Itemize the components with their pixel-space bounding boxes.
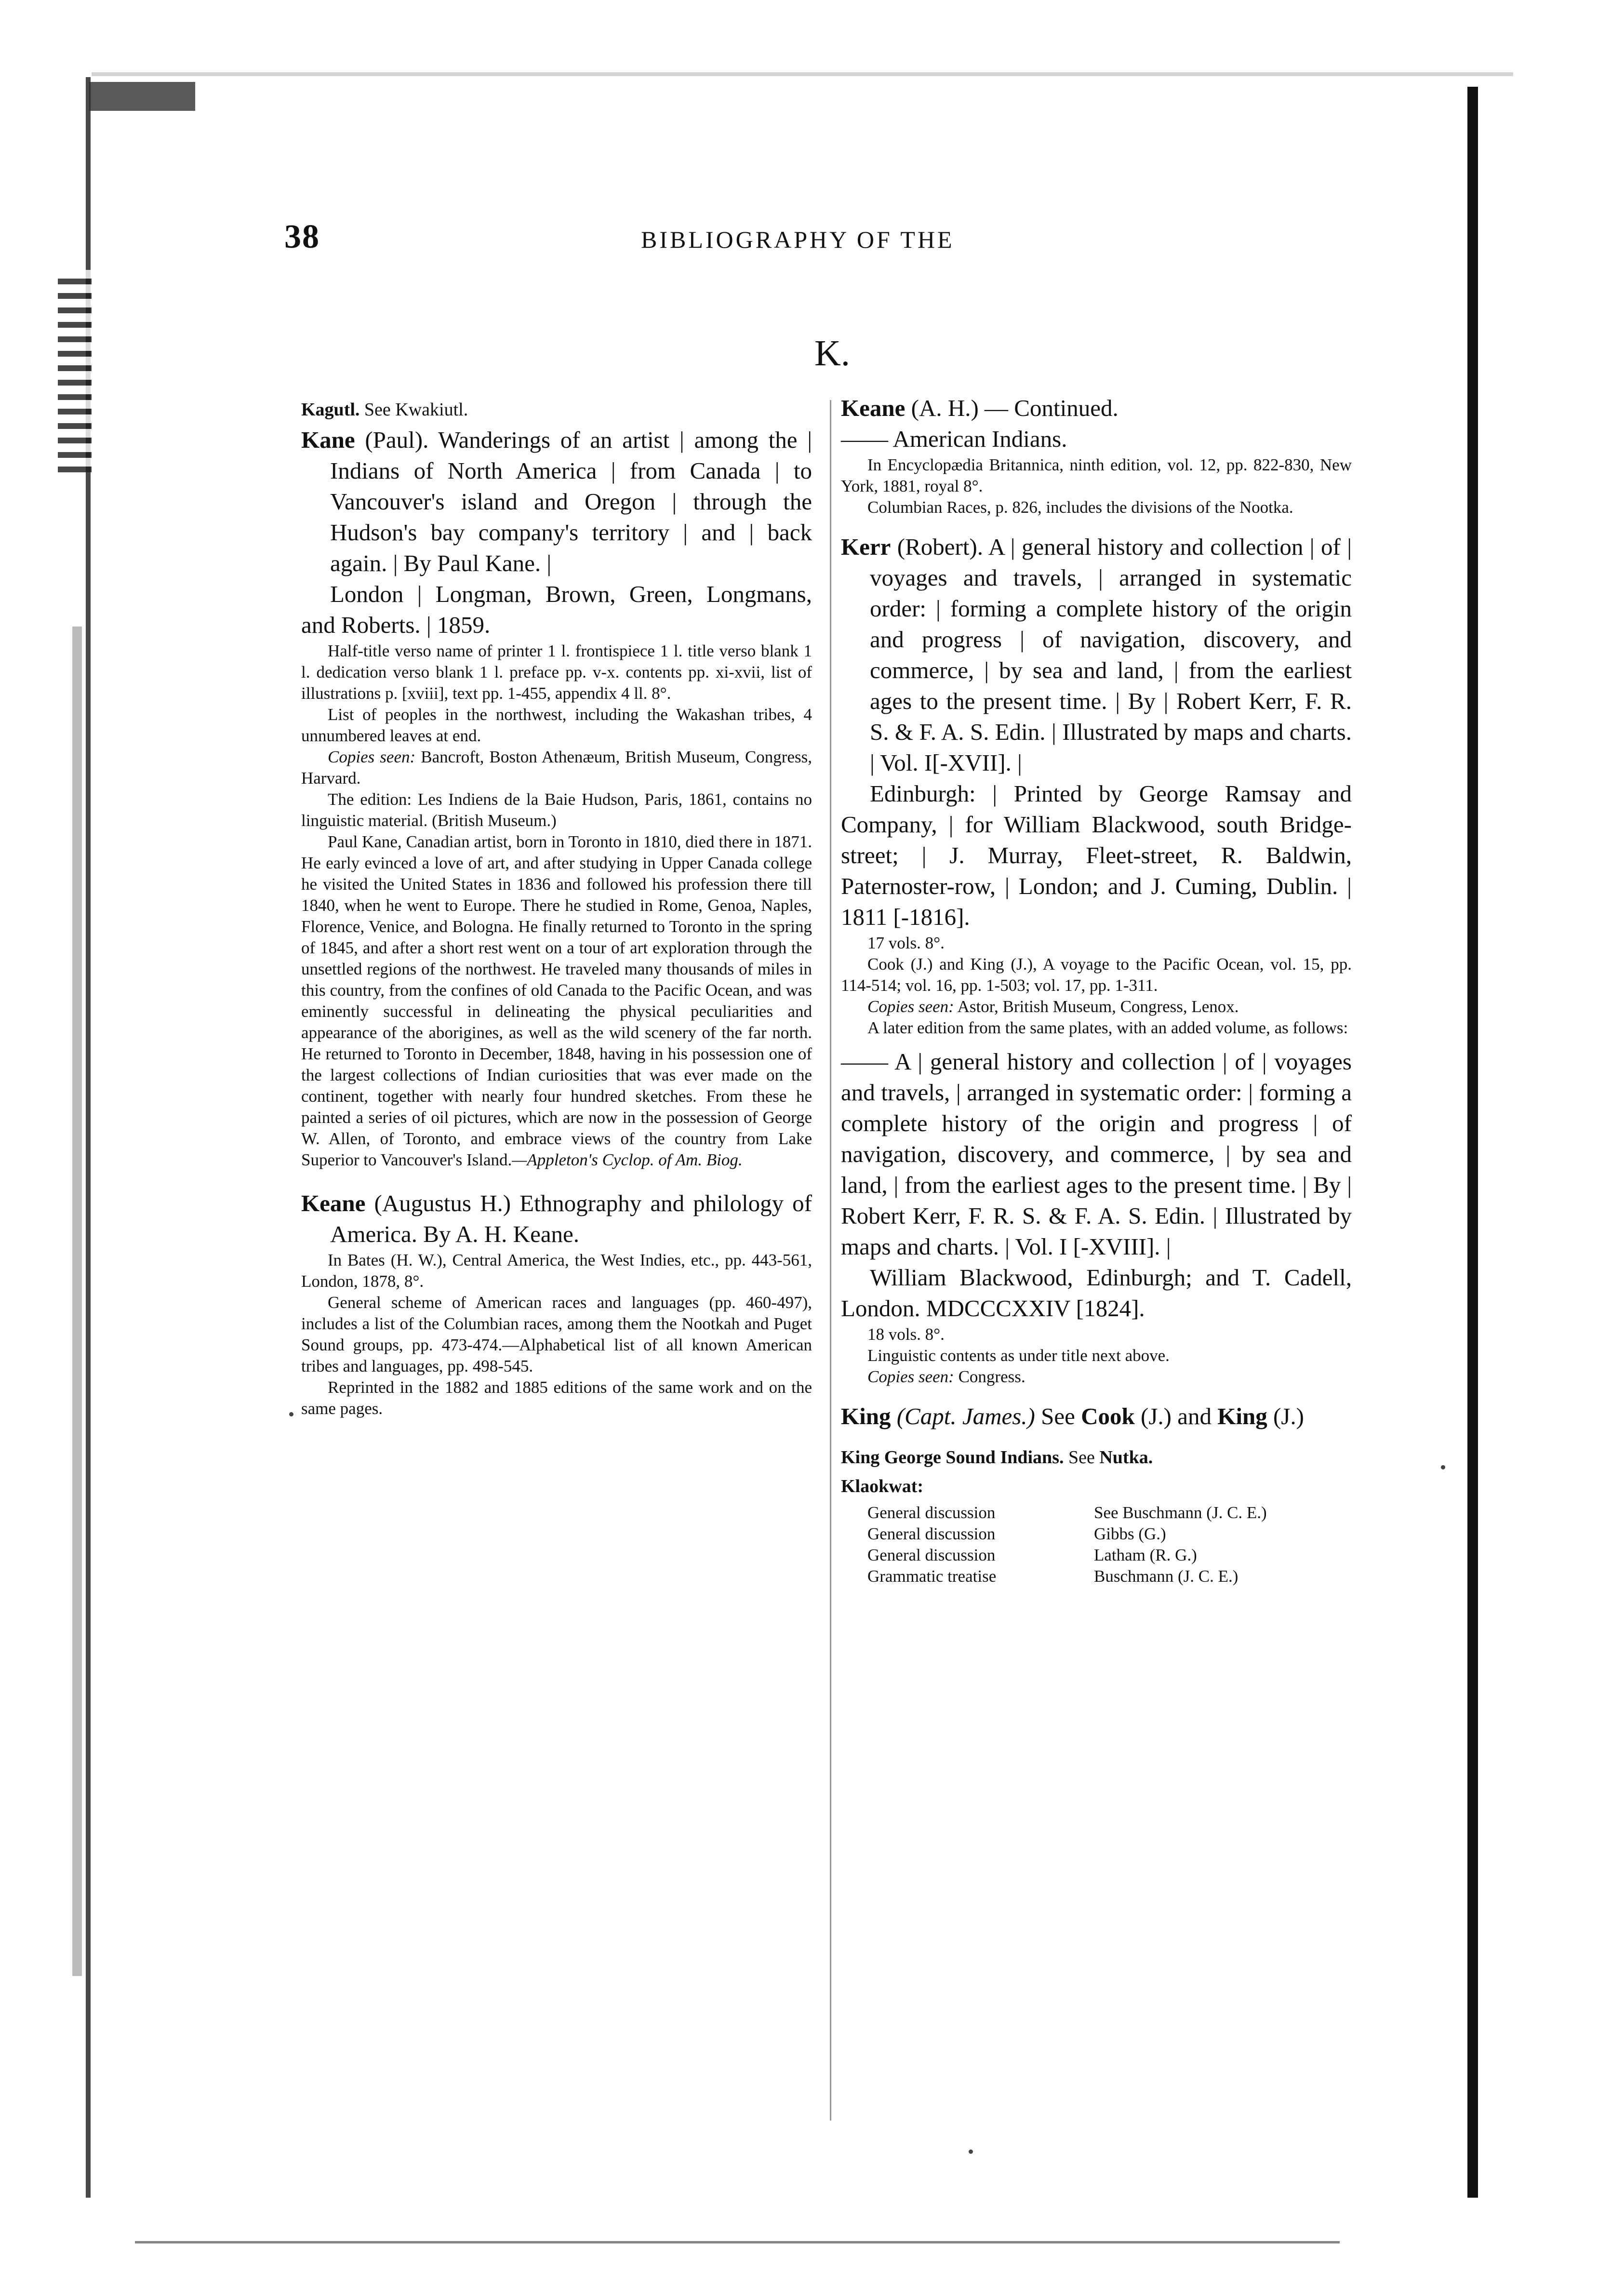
copies-seen-list: Congress. xyxy=(958,1367,1025,1386)
contents-note: List of peoples in the northwest, including the Wakashan tribes, 4 unnumbered leaves at end. xyxy=(301,705,812,745)
entry-heading xyxy=(301,1188,812,1250)
scan-left-strip xyxy=(58,270,92,472)
cross-reference-initials: (J.) xyxy=(1273,1403,1304,1429)
headword: Keane xyxy=(841,395,906,421)
second-edition-imprint: William Blackwood, Edinburgh; and T. Cadell, London. MDCCCXXIV [1824]. xyxy=(841,1264,1352,1322)
headword: Klaokwat: xyxy=(841,1476,923,1496)
table-cell-topic: Grammatic treatise xyxy=(867,1567,997,1586)
edition-note: The edition: Les Indiens de la Baie Hudson, Paris, 1861, contains no linguistic material. (British Museum.) xyxy=(301,790,812,830)
copies-seen-label: Copies seen: xyxy=(328,748,416,766)
entry-keane-augustus xyxy=(301,1188,812,1419)
biography-note xyxy=(301,831,812,1171)
table-cell-topic: General discussion xyxy=(867,1546,996,1564)
copies-seen-note xyxy=(841,996,1352,1017)
imprint: Edinburgh: | Printed by George Ramsay and Company, | for William Blackwood, south Bridge-street; | J. Murray, Fleet-street, R. Baldwin, Paternoster-row, | London; and J. Cuming, Dublin. | 1811 [-1816]. xyxy=(841,780,1352,930)
table-row xyxy=(867,1502,1352,1523)
scan-speck xyxy=(289,1412,293,1416)
headword: Kagutl. xyxy=(301,400,360,420)
headword: Keane xyxy=(301,1190,366,1216)
cross-reference: King xyxy=(1217,1403,1267,1429)
headword: Kerr xyxy=(841,534,891,560)
scan-bottom-edge xyxy=(135,2241,1340,2243)
scan-speck xyxy=(969,2149,973,2154)
copies-seen-note xyxy=(841,1366,1352,1388)
biography-source: —Appleton's Cyclop. of Am. Biog. xyxy=(512,1150,743,1169)
entry-heading xyxy=(841,1445,1352,1469)
scan-right-edge xyxy=(1467,87,1478,2198)
volumes-note: 17 vols. 8°. xyxy=(867,934,945,952)
running-head: BIBLIOGRAPHY OF THE xyxy=(641,226,955,253)
copies-seen-label: Copies seen: xyxy=(867,997,954,1016)
right-column xyxy=(841,393,1352,1601)
scan-top-edge xyxy=(92,72,1513,76)
left-column xyxy=(301,393,812,1433)
headword: Kane xyxy=(301,427,355,453)
see-label: See xyxy=(1041,1403,1075,1429)
collation-note: Half-title verso name of printer 1 l. frontispiece 1 l. title verso blank 1 l. dedication verso blank 1 l. preface pp. v-x. contents pp. xi-xvii, list of illustrations p. [xviii], text pp. 1-455, appendix 4 ll. 8°. xyxy=(301,641,812,703)
title-text: (Capt. James.) xyxy=(896,1403,1035,1429)
page-number: 38 xyxy=(284,218,320,255)
columbian-races-note: Columbian Races, p. 826, includes the divisions of the Nootka. xyxy=(867,498,1293,517)
title-text: (Robert). A | general history and collection | of | voyages and travels, | arranged in systematic order: | forming a complete history of the origin and progress | of navigation, discovery, and commerce, | by sea and land, | from the earliest ages to the present time. | By | Robert Kerr, F. R. S. & F. A. S. Edin. | Illustrated by maps and charts. | Vol. I[-XVII]. | xyxy=(870,534,1352,776)
klaokwat-table xyxy=(841,1502,1352,1587)
entry-king-capt xyxy=(841,1401,1352,1432)
entry-kerr xyxy=(841,532,1352,1388)
see-reference: See Kwakiutl. xyxy=(364,400,468,420)
second-edition-title: —— A | general history and collection | of | voyages and travels, | arranged in systematic order: | forming a complete history of the origin and progress | of navigation, discovery, and commerce, | by sea and land, | from the earliest ages to the present time. | By | Robert Kerr, F. R. S. & F. A. S. Edin. | Illustrated by maps and charts. | Vol. I [-XVIII]. | xyxy=(841,1048,1352,1260)
scheme-note: General scheme of American races and languages (pp. 460-497), includes a list of the Columbian races, among them the Nootkah and Puget Sound groups, pp. 473-474.—Alphabetical list of all known American tribes and languages, pp. 498-545. xyxy=(301,1293,812,1375)
copies-seen-label: Copies seen: xyxy=(867,1367,954,1386)
subentry-title: —— American Indians. xyxy=(841,426,1067,452)
title-text: (A. H.) — Continued. xyxy=(911,395,1119,421)
copies-seen-list: Bancroft, Boston Athenæum, British Museum, Congress, Harvard. xyxy=(301,748,812,788)
entry-kane xyxy=(301,425,812,1171)
entry-heading xyxy=(301,425,812,579)
entry-klaokwat xyxy=(841,1474,1352,1587)
scan-left-shadow xyxy=(72,627,82,1976)
scan-corner-shadow xyxy=(89,82,195,111)
cross-reference: Nutka. xyxy=(1099,1447,1153,1468)
table-cell-author: Gibbs (G.) xyxy=(1094,1524,1166,1543)
title-text: (Augustus H.) Ethnography and philology of America. By A. H. Keane. xyxy=(330,1190,812,1247)
entry-heading xyxy=(841,532,1352,778)
entry-king-george xyxy=(841,1445,1352,1469)
entry-kagutl xyxy=(301,398,812,422)
copies-seen-note xyxy=(301,747,812,789)
table-cell-author: Buschmann (J. C. E.) xyxy=(1094,1567,1238,1586)
linguistic-note: Linguistic contents as under title next above. xyxy=(867,1346,1170,1365)
table-cell-topic: General discussion xyxy=(867,1524,996,1543)
entry-heading xyxy=(841,393,1352,424)
entry-keane-continued xyxy=(841,393,1352,518)
headword: King George Sound Indians. xyxy=(841,1447,1064,1468)
reprint-note: Reprinted in the 1882 and 1885 editions of the same work and on the same pages. xyxy=(301,1378,812,1418)
table-row xyxy=(867,1566,1352,1587)
imprint: London | Longman, Brown, Green, Longmans, and Roberts. | 1859. xyxy=(301,581,812,638)
entry-heading xyxy=(841,1401,1352,1432)
column-rule xyxy=(830,400,831,2121)
cross-reference-initials: (J.) and xyxy=(1141,1403,1212,1429)
scan-speck xyxy=(1441,1465,1445,1469)
entry-heading xyxy=(301,398,812,422)
table-cell-author: See Buschmann (J. C. E.) xyxy=(1094,1503,1267,1522)
in-bates-note: In Bates (H. W.), Central America, the West Indies, etc., pp. 443-561, London, 1878, 8°. xyxy=(301,1251,812,1291)
table-cell-author: Latham (R. G.) xyxy=(1094,1546,1197,1564)
section-letter: K. xyxy=(814,333,850,374)
cook-king-note: Cook (J.) and King (J.), A voyage to the Pacific Ocean, vol. 15, pp. 114-514; vol. 16, pp. 1-503; vol. 17, pp. 1-311. xyxy=(841,955,1352,995)
copies-seen-list: Astor, British Museum, Congress, Lenox. xyxy=(957,997,1239,1016)
table-row xyxy=(867,1523,1352,1545)
table-row xyxy=(867,1545,1352,1566)
table-cell-topic: General discussion xyxy=(867,1503,996,1522)
see-label: See xyxy=(1068,1447,1095,1468)
second-volumes-note: 18 vols. 8°. xyxy=(867,1325,945,1344)
cross-reference: Cook xyxy=(1081,1403,1135,1429)
later-edition-note: A later edition from the same plates, with an added volume, as follows: xyxy=(867,1018,1348,1037)
title-text: (Paul). Wanderings of an artist | among the | Indians of North America | from Canada | to Vancouver's island and Oregon | through the Hudson's bay company's territory | and | back again. | By Paul Kane. | xyxy=(330,427,812,576)
headword: King xyxy=(841,1403,891,1429)
biography-text: Paul Kane, Canadian artist, born in Toronto in 1810, died there in 1871. He early evinced a love of art, and after studying in Upper Canada college he visited the United States in 1836 and followed his profession there till 1840, when he went to Europe. There he studied in Rome, Genoa, Naples, Florence, Venice, and Bologna. He finally returned to Toronto in the spring of 1845, and after a short rest went on a tour of art exploration through the unsettled regions of the northwest. He traveled many thousands of miles in this country, from the confines of old Canada to the Pacific Ocean, and was eminently successful in delineating the physical peculiarities and appearance of the aborigines, as well as the wild scenery of the far north. He returned to Toronto in December, 1848, having in his possession one of the largest collections of Indian curiosities that was ever made on the continent, together with nearly four hundred sketches. From these he painted a series of oil pictures, which are now in the possession of George W. Allen, of Toronto, and embrace views of the country from Lake Superior to Vancouver's Island. xyxy=(301,832,812,1169)
in-encyclopaedia-note: In Encyclopædia Britannica, ninth edition, vol. 12, pp. 822-830, New York, 1881, royal 8°. xyxy=(841,455,1352,495)
